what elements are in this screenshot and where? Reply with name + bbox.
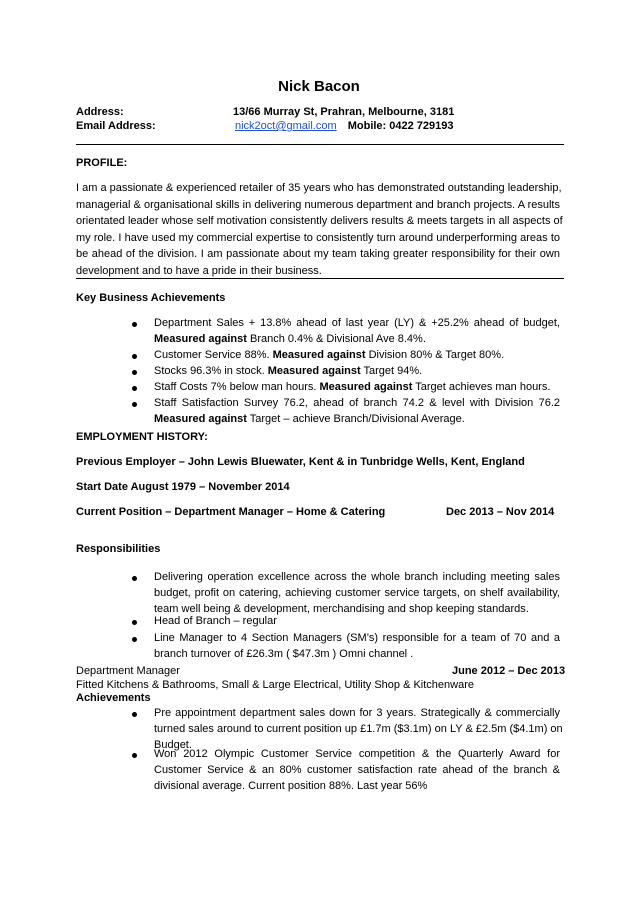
prior-achievement-item: Pre appointment department sales down for 3 years. Strategically & commercially turned sales around to current position up £1.7m ($3.1m) on LY & £2.5m ($4.1m) on Budget. xyxy=(154,707,563,751)
achievement-item: Department Sales + 13.8% ahead of last year (LY) & +25.2% ahead of budget, Measured against Branch 0.4% & Divisional Ave 8.4%. xyxy=(154,317,560,345)
bullet-icon xyxy=(132,637,137,642)
bullet-icon xyxy=(132,620,137,625)
header-divider xyxy=(76,144,564,145)
responsibility-item: Head of Branch – regular xyxy=(154,615,277,627)
responsibilities-heading: Responsibilities xyxy=(76,543,161,555)
achievement-item: Customer Service 88%. Measured against Division 80% & Target 80%. xyxy=(154,349,505,361)
bullet-icon xyxy=(132,354,137,359)
prior-role-dates: June 2012 – Dec 2013 xyxy=(452,665,566,677)
current-position-dates: Dec 2013 – Nov 2014 xyxy=(446,506,555,518)
profile-text xyxy=(76,180,563,279)
profile-line: I am a passionate & experienced retailer of 35 years who has demonstrated outstanding leadership, xyxy=(76,182,562,194)
bullet-icon xyxy=(132,370,137,375)
profile-line: managerial & organisational skills in delivering numerous department and branch projects. A results xyxy=(76,198,560,211)
profile-line: be ahead of the division. I am passionate about my team taking greater responsibility for their own xyxy=(76,248,560,260)
address-label: Address: xyxy=(76,106,124,118)
employment-heading: EMPLOYMENT HISTORY: xyxy=(76,431,208,443)
prior-role-departments: Fitted Kitchens & Bathrooms, Small & Large Electrical, Utility Shop & Kitchenware xyxy=(76,679,475,691)
email-label: Email Address: xyxy=(76,120,156,132)
profile-line: orientated leader whose self motivation consistently delivers results & meets targets in all aspects of xyxy=(76,215,563,227)
bullet-icon xyxy=(132,753,137,758)
bullet-icon xyxy=(132,712,137,717)
responsibility-item: Delivering operation excellence across the whole branch including meeting sales budget, profit on catering, achieving customer service targets, on shelf availability, team well being & development, merchandising and shop keeping standards. xyxy=(154,571,560,615)
prior-role-achievements-heading: Achievements xyxy=(76,692,151,704)
start-date: Start Date August 1979 – November 2014 xyxy=(76,481,290,493)
mobile-number: Mobile: 0422 729193 xyxy=(347,120,454,132)
responsibility-item: Line Manager to 4 Section Managers (SM’s) responsible for a team of 70 and a branch turnover of £26.3m ( $47.3m ) Omni channel . xyxy=(154,632,560,660)
bullet-icon xyxy=(132,576,137,581)
candidate-name: Nick Bacon xyxy=(278,78,360,95)
achievement-item: Stocks 96.3% in stock. Measured against Target 94%. xyxy=(154,365,423,377)
profile-line: my role. I have used my commercial expertise to consistently turn around underperforming areas to xyxy=(76,231,560,244)
prior-achievement-item: Won 2012 Olympic Customer Service competition & the Quarterly Award for Customer Service & an 80% customer satisfaction rate ahead of the branch & divisional average. Current position 88%. Last year 56% xyxy=(154,748,560,792)
achievement-item: Staff Satisfaction Survey 76.2, ahead of branch 74.2 & level with Division 76.2 Measured against Target – achieve Branch/Divisional Average. xyxy=(154,397,560,425)
current-position: Current Position – Department Manager – Home & Catering xyxy=(76,506,386,518)
profile-line: development and to have a pride in their business. xyxy=(76,264,322,277)
profile-divider xyxy=(76,278,564,279)
contact-line xyxy=(235,120,454,132)
bullet-icon xyxy=(132,322,137,327)
bullet-icon xyxy=(132,386,137,391)
email-link[interactable]: nick2oct@gmail.com xyxy=(235,120,337,132)
address-value: 13/66 Murray St, Prahran, Melbourne, 3181 xyxy=(233,106,455,118)
profile-heading: PROFILE: xyxy=(76,157,128,169)
prior-role-title: Department Manager xyxy=(76,665,180,677)
bullet-icon xyxy=(132,402,137,407)
previous-employer: Previous Employer – John Lewis Bluewater, Kent & in Tunbridge Wells, Kent, England xyxy=(76,456,525,468)
achievement-item: Staff Costs 7% below man hours. Measured against Target achieves man hours. xyxy=(154,381,551,393)
achievements-heading: Key Business Achievements xyxy=(76,292,226,304)
